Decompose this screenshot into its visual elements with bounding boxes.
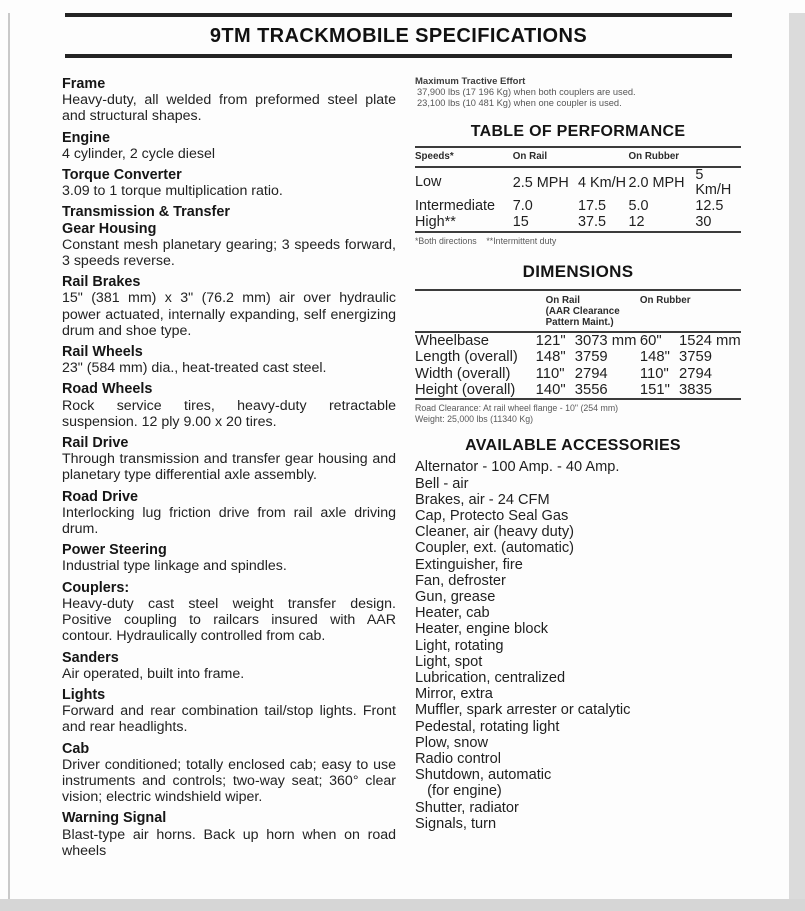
- dimensions-col-on-rail-sub: (AAR Clearance Pattern Maint.): [545, 305, 620, 328]
- accessory-item: Radio control: [415, 750, 501, 767]
- dimensions-rail-inches: 140": [535, 381, 566, 398]
- spec-heading: Sanders: [62, 649, 119, 666]
- performance-rubber-mph: 2.0 MPH: [628, 174, 685, 191]
- accessory-item: Light, spot: [415, 653, 483, 670]
- accessory-item: Shutdown, automatic: [415, 767, 552, 784]
- spec-heading: Road Drive: [62, 488, 138, 505]
- dimensions-row: [415, 349, 741, 365]
- spec-section: [62, 130, 396, 162]
- spec-section: [62, 344, 396, 376]
- accessory-item: Lubrication, centralized: [415, 669, 566, 686]
- page-edge-bottom: [0, 899, 805, 911]
- accessory-item: Mirror, extra: [415, 686, 493, 703]
- spec-heading: Lights: [62, 686, 106, 703]
- dimensions-row: [415, 332, 741, 349]
- accessory-item: Cleaner, air (heavy duty): [415, 524, 574, 541]
- dimensions-title: DIMENSIONS: [522, 261, 634, 281]
- dimensions-rubber-inches: 110": [639, 365, 669, 382]
- spec-section: [62, 204, 396, 269]
- page-title: 9TM TRACKMOBILE SPECIFICATIONS: [209, 25, 588, 47]
- dimensions-col-empty: [415, 290, 536, 332]
- spec-heading: Power Steering: [62, 542, 167, 559]
- dimensions-rail-inches: 148": [535, 349, 566, 366]
- dimensions-rubber-mm: 2794: [679, 365, 712, 382]
- spec-body: Forward and rear combination tail/stop lights. Front and rear headlights.: [62, 703, 396, 736]
- dimensions-rubber-inches: 151": [639, 381, 670, 398]
- spec-body: 23" (584 mm) dia., heat-treated cast steel.: [62, 360, 327, 377]
- performance-col-speeds: Speeds*: [415, 147, 513, 167]
- accessories-list: [415, 459, 741, 832]
- spec-section: [62, 810, 396, 859]
- performance-table-body: [415, 167, 741, 232]
- spec-body: 15" (381 mm) x 3" (76.2 mm) air over hydraulic power actuated, internally expanding, self energizing drum and shoe type.: [62, 290, 396, 339]
- dimensions-row: [415, 366, 741, 382]
- spec-heading: Transmission & Transfer: [62, 204, 230, 221]
- spec-heading: Rail Brakes: [62, 274, 141, 291]
- dimensions-table-header: [415, 290, 741, 332]
- performance-col-on-rubber: On Rubber: [629, 147, 742, 167]
- spec-body: Heavy-duty cast steel weight transfer design. Positive coupling to railcars insured with AAR contour. Hydraulically controlled from cab.: [62, 595, 396, 645]
- data-column: [415, 76, 741, 864]
- dimensions-rail-mm: 3759: [574, 349, 608, 366]
- dimensions-col-on-rail: [536, 290, 640, 332]
- performance-col-on-rail: On Rail: [513, 147, 629, 167]
- spec-body: 4 cylinder, 2 cycle diesel: [62, 145, 215, 162]
- accessory-item: Coupler, ext. (automatic): [415, 540, 574, 557]
- spec-section: [62, 381, 396, 430]
- dimensions-row-label: Height (overall): [415, 381, 516, 398]
- accessory-item: Plow, snow: [415, 734, 489, 751]
- accessory-item: Fan, defroster: [415, 572, 506, 589]
- spec-heading: Rail Wheels: [62, 344, 143, 361]
- content-columns: [62, 76, 805, 864]
- spec-body: Driver conditioned; totally enclosed cab; easy to use instruments and controls; two-way seat; 360° clear vision; electric windshield wiper.: [62, 756, 396, 806]
- performance-rail-kmh: 37.5: [577, 214, 606, 231]
- accessory-item: Cap, Protecto Seal Gas: [415, 507, 569, 524]
- performance-table: [415, 146, 741, 233]
- performance-rail-kmh: 17.5: [577, 198, 606, 215]
- spec-section: [62, 76, 396, 125]
- performance-footnote: *Both directions **Intermittent duty: [415, 236, 557, 247]
- spec-heading: Torque Converter: [62, 167, 182, 184]
- dimensions-table: [415, 289, 741, 401]
- accessory-item: (for engine): [415, 783, 502, 800]
- spec-heading: Warning Signal: [62, 810, 167, 827]
- performance-row: [415, 215, 741, 232]
- performance-rubber-mph: 12: [628, 214, 645, 231]
- accessory-item: Alternator - 100 Amp. - 40 Amp.: [415, 459, 620, 476]
- accessory-item: Heater, engine block: [415, 621, 549, 638]
- spec-section: [62, 580, 396, 645]
- dimensions-rubber-mm: 1524 mm: [679, 332, 741, 349]
- performance-title: TABLE OF PERFORMANCE: [470, 123, 686, 140]
- dimensions-row-label: Wheelbase: [415, 332, 490, 349]
- accessory-item: Pedestal, rotating light: [415, 718, 560, 735]
- accessory-item: Heater, cab: [415, 605, 490, 622]
- spec-heading: Frame: [62, 76, 106, 92]
- spec-heading-line2: Gear Housing: [62, 220, 157, 237]
- page-edge-left: [8, 13, 10, 911]
- accessory-item: Extinguisher, fire: [415, 556, 523, 573]
- spec-body: Interlocking lug friction drive from rail axle driving drum.: [62, 504, 396, 538]
- performance-row: [415, 199, 741, 215]
- dimensions-rubber-mm: 3759: [679, 349, 712, 366]
- spec-body: Rock service tires, heavy-duty retractable suspension. 12 ply 9.00 x 20 tires.: [62, 397, 396, 430]
- dimensions-rubber-inches: 60": [639, 332, 662, 349]
- tractive-effort-block: [415, 76, 741, 109]
- accessory-item: Light, rotating: [415, 637, 504, 654]
- performance-rail-mph: 15: [512, 214, 529, 231]
- spec-heading: Couplers:: [62, 579, 130, 596]
- accessory-item: Shutter, radiator: [415, 799, 519, 816]
- spec-section: [62, 650, 396, 682]
- spec-body: 3.09 to 1 torque multiplication ratio.: [62, 183, 283, 200]
- spec-body: Blast-type air horns. Back up horn when on road wheels: [62, 826, 396, 859]
- spec-heading: Engine: [62, 129, 110, 146]
- dimensions-rubber-inches: 148": [639, 349, 670, 366]
- spec-body: Heavy-duty, all welded from preformed steel plate and structural shapes.: [62, 92, 396, 125]
- accessory-item: Muffler, spark arrester or catalytic: [415, 702, 631, 719]
- dimensions-table-body: [415, 332, 741, 400]
- performance-rubber-kmh: 12.5: [695, 198, 724, 215]
- spec-heading: Road Wheels: [62, 381, 153, 398]
- spec-body: Through transmission and transfer gear housing and planetary type differential axle assembly.: [62, 451, 396, 484]
- dimensions-rail-inches: 110": [535, 365, 565, 382]
- dimensions-footnotes: [415, 403, 741, 424]
- tractive-effort-heading: Maximum Tractive Effort: [415, 76, 526, 87]
- spec-section: [62, 489, 396, 538]
- spec-body: Air operated, built into frame.: [62, 665, 245, 682]
- page-edge-right: [789, 13, 805, 911]
- tractive-effort-line: 37,900 lbs (17 196 Kg) when both couplers are used.: [417, 87, 636, 97]
- specs-column: [62, 76, 396, 864]
- performance-row-label: Low: [415, 174, 442, 191]
- spec-section: [62, 435, 396, 484]
- accessory-item: Bell - air: [415, 475, 469, 492]
- dimensions-rubber-mm: 3835: [679, 381, 712, 398]
- dimensions-col-on-rail-label: On Rail: [545, 294, 580, 306]
- spec-body: Constant mesh planetary gearing; 3 speeds forward, 3 speeds reverse.: [62, 236, 396, 270]
- spec-section: [62, 167, 396, 199]
- spec-section: [62, 542, 396, 574]
- performance-rail-mph: 7.0: [512, 198, 533, 215]
- spec-heading: Rail Drive: [62, 435, 129, 452]
- dimensions-footnote-line: Road Clearance: At rail wheel flange - 10" (254 mm): [415, 403, 619, 414]
- dimensions-rail-inches: 121": [535, 332, 566, 349]
- performance-row: [415, 167, 741, 199]
- performance-rubber-kmh: 5 Km/H: [695, 167, 732, 199]
- accessories-title: AVAILABLE ACCESSORIES: [465, 437, 681, 455]
- accessory-item: Gun, grease: [415, 588, 496, 605]
- dimensions-rail-mm: 3556: [574, 381, 608, 398]
- dimensions-footnote-line: Weight: 25,000 lbs (11340 Kg): [415, 413, 534, 424]
- performance-row-label: Intermediate: [415, 197, 495, 214]
- performance-table-header: [415, 147, 741, 167]
- title-block: [65, 13, 732, 58]
- spec-body: Industrial type linkage and spindles.: [62, 558, 287, 575]
- tractive-effort-lines: [415, 87, 741, 109]
- performance-rail-kmh: 4 Km/H: [577, 174, 626, 191]
- dimensions-row-label: Width (overall): [415, 365, 511, 382]
- spec-section: [62, 274, 396, 339]
- accessory-item: Signals, turn: [415, 815, 497, 832]
- dimensions-col-on-rubber: On Rubber: [640, 290, 741, 332]
- accessory-item: Brakes, air - 24 CFM: [415, 491, 550, 508]
- dimensions-rail-mm: 3073 mm: [574, 332, 637, 349]
- performance-rubber-mph: 5.0: [628, 198, 649, 215]
- dimensions-row: [415, 382, 741, 399]
- tractive-effort-line: 23,100 lbs (10 481 Kg) when one coupler is used.: [417, 98, 622, 108]
- spec-section: [62, 741, 396, 806]
- performance-row-label: High**: [415, 213, 456, 230]
- performance-rubber-kmh: 30: [695, 214, 712, 231]
- dimensions-rail-mm: 2794: [574, 365, 608, 382]
- spec-section: [62, 687, 396, 736]
- dimensions-row-label: Length (overall): [415, 349, 518, 366]
- spec-heading: Cab: [62, 740, 90, 757]
- performance-rail-mph: 2.5 MPH: [512, 174, 569, 191]
